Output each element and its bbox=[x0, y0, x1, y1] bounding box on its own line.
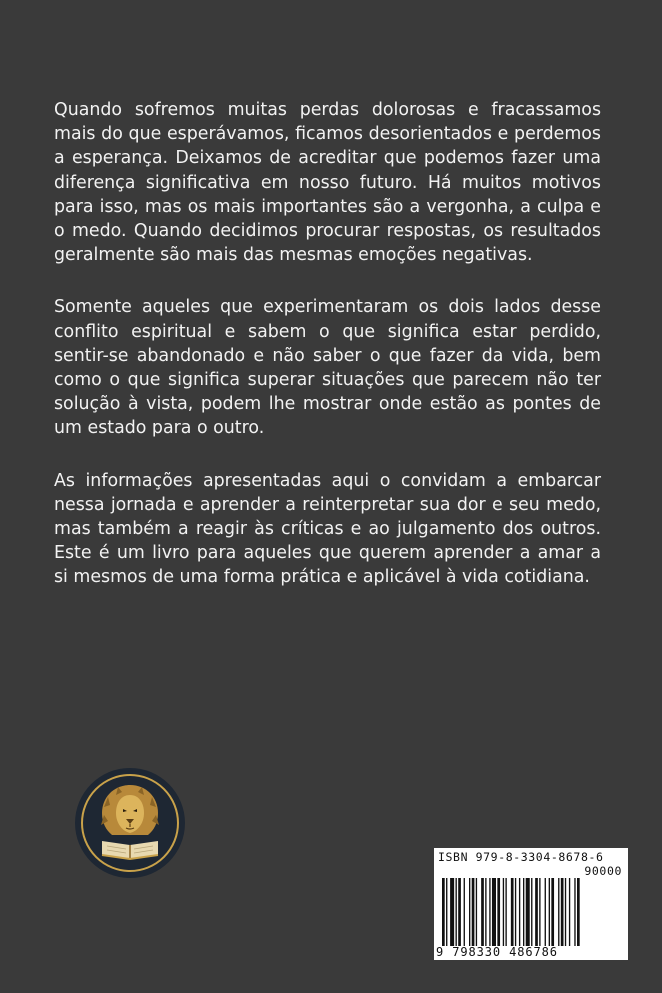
paragraph-1: Quando sofremos muitas perdas dolorosas e fracassamos mais do que esperávamos, ficamos desorientados e perdemos a esperança. Deixamos de acreditar que podemos fazer uma diferença significativa em nosso futuro. Há muitos motivos para isso, mas os mais importantes são a vergonha, a culpa e o medo. Quando decidimos procurar respostas, os resultados geralmente são mais das mesmas emoções negativas. bbox=[54, 100, 601, 266]
isbn-label: ISBN 979-8-3304-8678-6 bbox=[438, 850, 604, 864]
price-code: 90000 bbox=[584, 864, 622, 878]
paragraph-2: Somente aqueles que experimentaram os dois lados desse conflito espiritual e sabem o que significa estar perdido, sentir-se abandonado e não saber o que fazer da vida, bem como o que significa superar situações que parecem não ter solução à vista, podem lhe mostrar onde estão as pontes de um estado para o outro. bbox=[54, 297, 601, 439]
barcode-bars-icon bbox=[442, 878, 622, 946]
isbn-digits: 9 798330 486786 bbox=[436, 945, 558, 959]
lion-book-emblem-icon bbox=[74, 767, 186, 879]
back-cover-text bbox=[54, 98, 601, 618]
paragraph-3: As informações apresentadas aqui o convidam a embarcar nessa jornada e aprender a reinterpretar sua dor e seu medo, mas também a reagir às críticas e ao julgamento dos outros. Este é um livro para aqueles que querem aprender a amar a si mesmos de uma forma prática e aplicável à vida cotidiana. bbox=[54, 470, 601, 588]
isbn-barcode bbox=[434, 848, 628, 960]
